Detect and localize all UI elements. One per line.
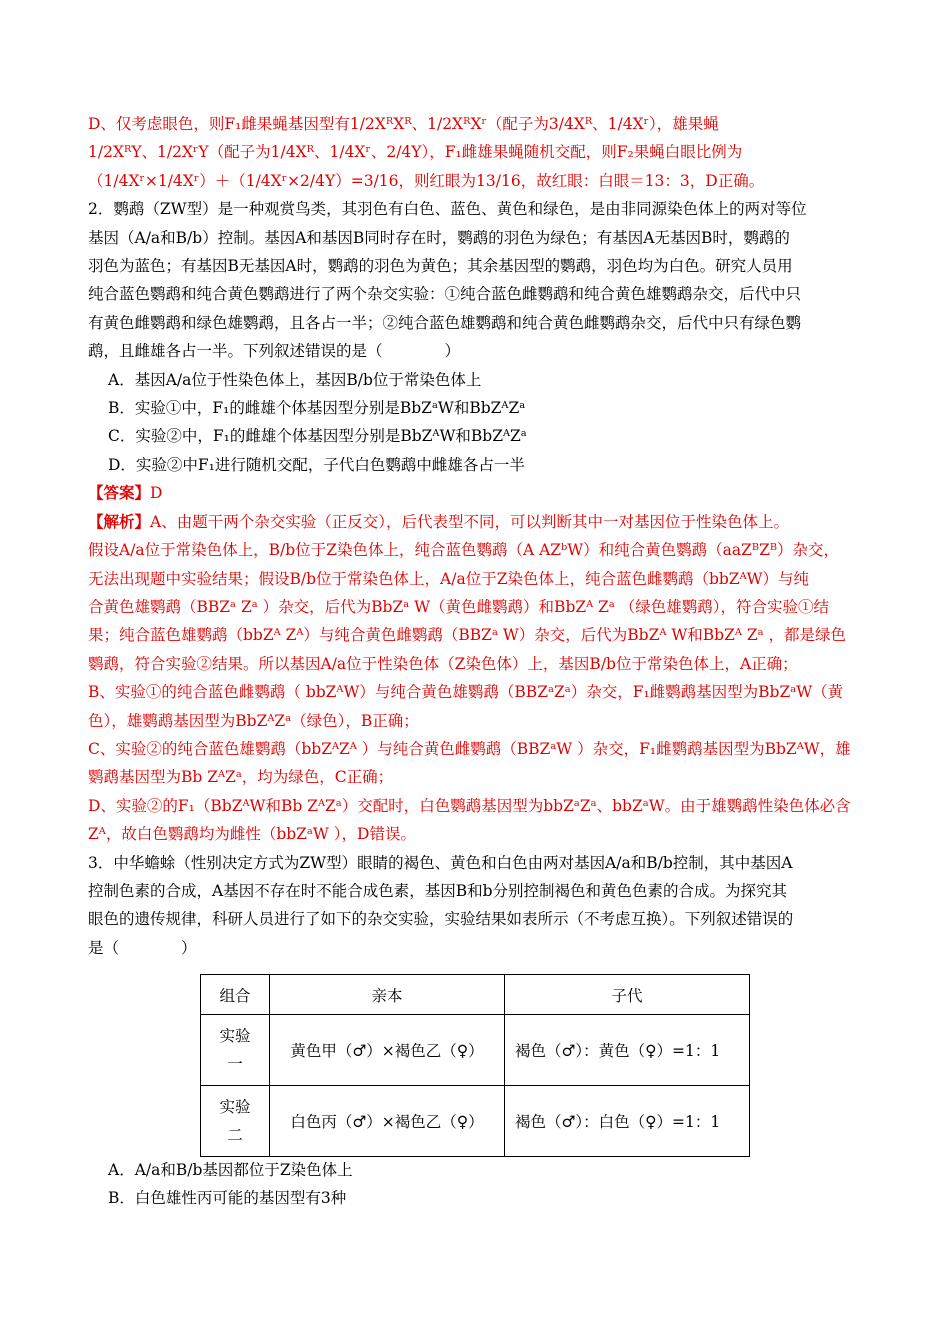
table-cell-offspring: 褐色（♂）：黄色（♀）=1：1: [505, 1015, 750, 1086]
q2-option-c: C．实验②中，F₁的雌雄个体基因型分别是BbZᴬW和BbZᴬZᵃ: [108, 427, 527, 446]
q3-stem-line: 3．中华蟾蜍（性别决定方式为ZW型）眼睛的褐色、黄色和白色由两对基因A/a和B/b控制，其中基因A: [88, 853, 793, 872]
q2-stem-line: 鹉，且雌雄各占一半。下列叙述错误的是（ ）: [88, 342, 461, 361]
q2-stem-line: 基因（A/a和B/b）控制。基因A和基因B同时存在时，鹦鹉的羽色为绿色；有基因A无基因B时，鹦鹉的: [88, 228, 790, 247]
table-cell-parents: 白色丙（♂）×褐色乙（♀）: [270, 1086, 505, 1157]
q3-stem-line: 控制色素的合成，A基因不存在时不能合成色素，基因B和b分别控制褐色和黄色色素的合成。为探究其: [88, 881, 788, 900]
table-header-cell: 亲本: [270, 975, 505, 1015]
q2-option-b: B．实验①中，F₁的雌雄个体基因型分别是BbZᵃW和BbZᴬZᵃ: [108, 399, 526, 418]
q2-stem-line: 2．鹦鹉（ZW型）是一种观赏鸟类，其羽色有白色、蓝色、黄色和绿色，是由非同源染色体上的两对等位: [88, 200, 807, 219]
q2-stem-line: 纯合蓝色鹦鹉和纯合黄色鹦鹉进行了两个杂交实验：①纯合蓝色雌鹦鹉和纯合黄色雄鹦鹉杂交，后代中只: [88, 285, 802, 304]
q2-analysis-line: 鹦鹉基因型为Bb ZᴬZᵃ，均为绿色，C正确；: [88, 768, 394, 787]
q2-analysis-line: B、实验①的纯合蓝色雌鹦鹉（ bbZᴬW）与纯合黄色雄鹦鹉（BBZᵃZᵃ）杂交，F₁雌鹦鹉基因型为BbZᵃW（黄: [88, 683, 844, 702]
answer-tag: 【答案】: [88, 483, 151, 503]
group-line: 一: [227, 1055, 243, 1073]
q2-analysis-line: 果；纯合蓝色雄鹦鹉（bbZᴬ Zᴬ）与纯合黄色雌鹦鹉（BBZᵃ W）杂交，后代为BbZᴬ W和BbZᴬ Zᵃ ，都是绿色: [88, 626, 847, 645]
q2-analysis-line: 合黄色雄鹦鹉（BBZᵃ Zᵃ ）杂交，后代为BbZᵃ W（黄色雌鹦鹉）和BbZᴬ Zᵃ （绿色雄鹦鹉），符合实验①结: [88, 597, 830, 616]
q2-analysis-line: D、实验②的F₁（BbZᴬW和Bb ZᴬZᵃ）交配时，白色鹦鹉基因型为bbZᵃZᵃ、bbZᵃW。由于雄鹦鹉性染色体必含: [88, 796, 851, 815]
q3-stem-line: 眼色的遗传规律，科研人员进行了如下的杂交实验，实验结果如表所示（不考虑互换）。下列叙述错误的: [88, 910, 794, 929]
q2-analysis-line: C、实验②的纯合蓝色雄鹦鹉（bbZᴬZᴬ ）与纯合黄色雌鹦鹉（BBZᵃW ）杂交，F₁雌鹦鹉基因型为BbZᴬW，雄: [88, 739, 851, 758]
q3-options: [108, 1156, 353, 1213]
q1-analysis-line-1: D、仅考虑眼色，则F₁雌果蝇基因型有1/2XᴿXᴿ、1/2XᴿXʳ（配子为3/4Xᴿ、1/4Xʳ），雄果蝇: [88, 115, 719, 133]
q2-analysis-line: 鹦鹉，符合实验②结果。所以基因A/a位于性染色体（Z染色体）上，基因B/b位于常染色体上，A正确；: [88, 654, 798, 673]
q2-analysis-line: Zᴬ，故白色鹦鹉均为雌性（bbZᵃW ），D错误。: [88, 825, 416, 844]
table-cell-group: [201, 1015, 270, 1086]
cross-experiment-table: [200, 974, 750, 1157]
analysis-text: A、由题干两个杂交实验（正反交），后代表型不同，可以判断其中一对基因位于性染色体上。: [150, 512, 789, 531]
q2-answer: [88, 479, 868, 507]
q3-option-a: A．A/a和B/b基因都位于Z染色体上: [108, 1161, 353, 1179]
group-line: 实验: [219, 1027, 251, 1045]
table-row: [201, 1015, 750, 1086]
q2-option-d: D．实验②中F₁进行随机交配，子代白色鹦鹉中雌雄各占一半: [108, 455, 525, 474]
q3-option-b: B．白色雄性丙可能的基因型有3种: [108, 1189, 347, 1208]
q2-analysis-line: [88, 508, 868, 536]
group-line: 二: [227, 1126, 243, 1144]
table-header-cell: 子代: [505, 975, 750, 1015]
q2-analysis-line: 无法出现题中实验结果；假设B/b位于常染色体上，A/a位于Z染色体上，纯合蓝色雌鹦鹉（bbZᴬW）与纯: [88, 569, 810, 588]
q3-stem-line: 是（ ）: [88, 938, 197, 957]
document-page: [88, 110, 868, 962]
q2-option-a: A．基因A/a位于性染色体上，基因B/b位于常染色体上: [108, 370, 482, 389]
q2-analysis: [88, 508, 868, 849]
group-line: 实验: [219, 1098, 251, 1116]
q2-stem: [88, 195, 868, 365]
answer-value: D: [150, 484, 163, 503]
table-cell-parents: 黄色甲（♂）×褐色乙（♀）: [270, 1015, 505, 1086]
q1-analysis-line-2: 1/2XᴿY、1/2XʳY（配子为1/4Xᴿ、1/4Xʳ、2/4Y），F₁雌雄果蝇随机交配，则F₂果蝇白眼比例为: [88, 143, 743, 162]
table-header-cell: 组合: [201, 975, 270, 1015]
table-header-row: [201, 975, 750, 1015]
q3-stem: [88, 849, 868, 963]
q2-stem-line: 羽色为蓝色；有基因B无基因A时，鹦鹉的羽色为黄色；其余基因型的鹦鹉，羽色均为白色。研究人员用: [88, 257, 793, 276]
table-cell-group: [201, 1086, 270, 1157]
q1-analysis-line-3: （1/4Xʳ×1/4Xʳ）＋（1/4Xʳ×2/4Y）=3/16，则红眼为13/16，故红眼：白眼＝13：3，D正确。: [88, 171, 765, 190]
table-cell-offspring: 褐色（♂）：白色（♀）=1：1: [505, 1086, 750, 1157]
q2-stem-line: 有黄色雌鹦鹉和绿色雄鹦鹉，且各占一半；②纯合蓝色雄鹦鹉和纯合黄色雌鹦鹉杂交，后代中只有绿色鹦: [88, 313, 802, 332]
q2-analysis-line: 色），雄鹦鹉基因型为BbZᴬZᵃ（绿色），B正确；: [88, 711, 419, 730]
table-row: [201, 1086, 750, 1157]
q2-analysis-line: 假设A/a位于常染色体上，B/b位于Z染色体上，纯合蓝色鹦鹉（A AZᵇW）和纯合黄色鹦鹉（aaZᴮZᴮ）杂交，: [88, 541, 840, 560]
analysis-tag: 【解析】: [88, 511, 151, 531]
